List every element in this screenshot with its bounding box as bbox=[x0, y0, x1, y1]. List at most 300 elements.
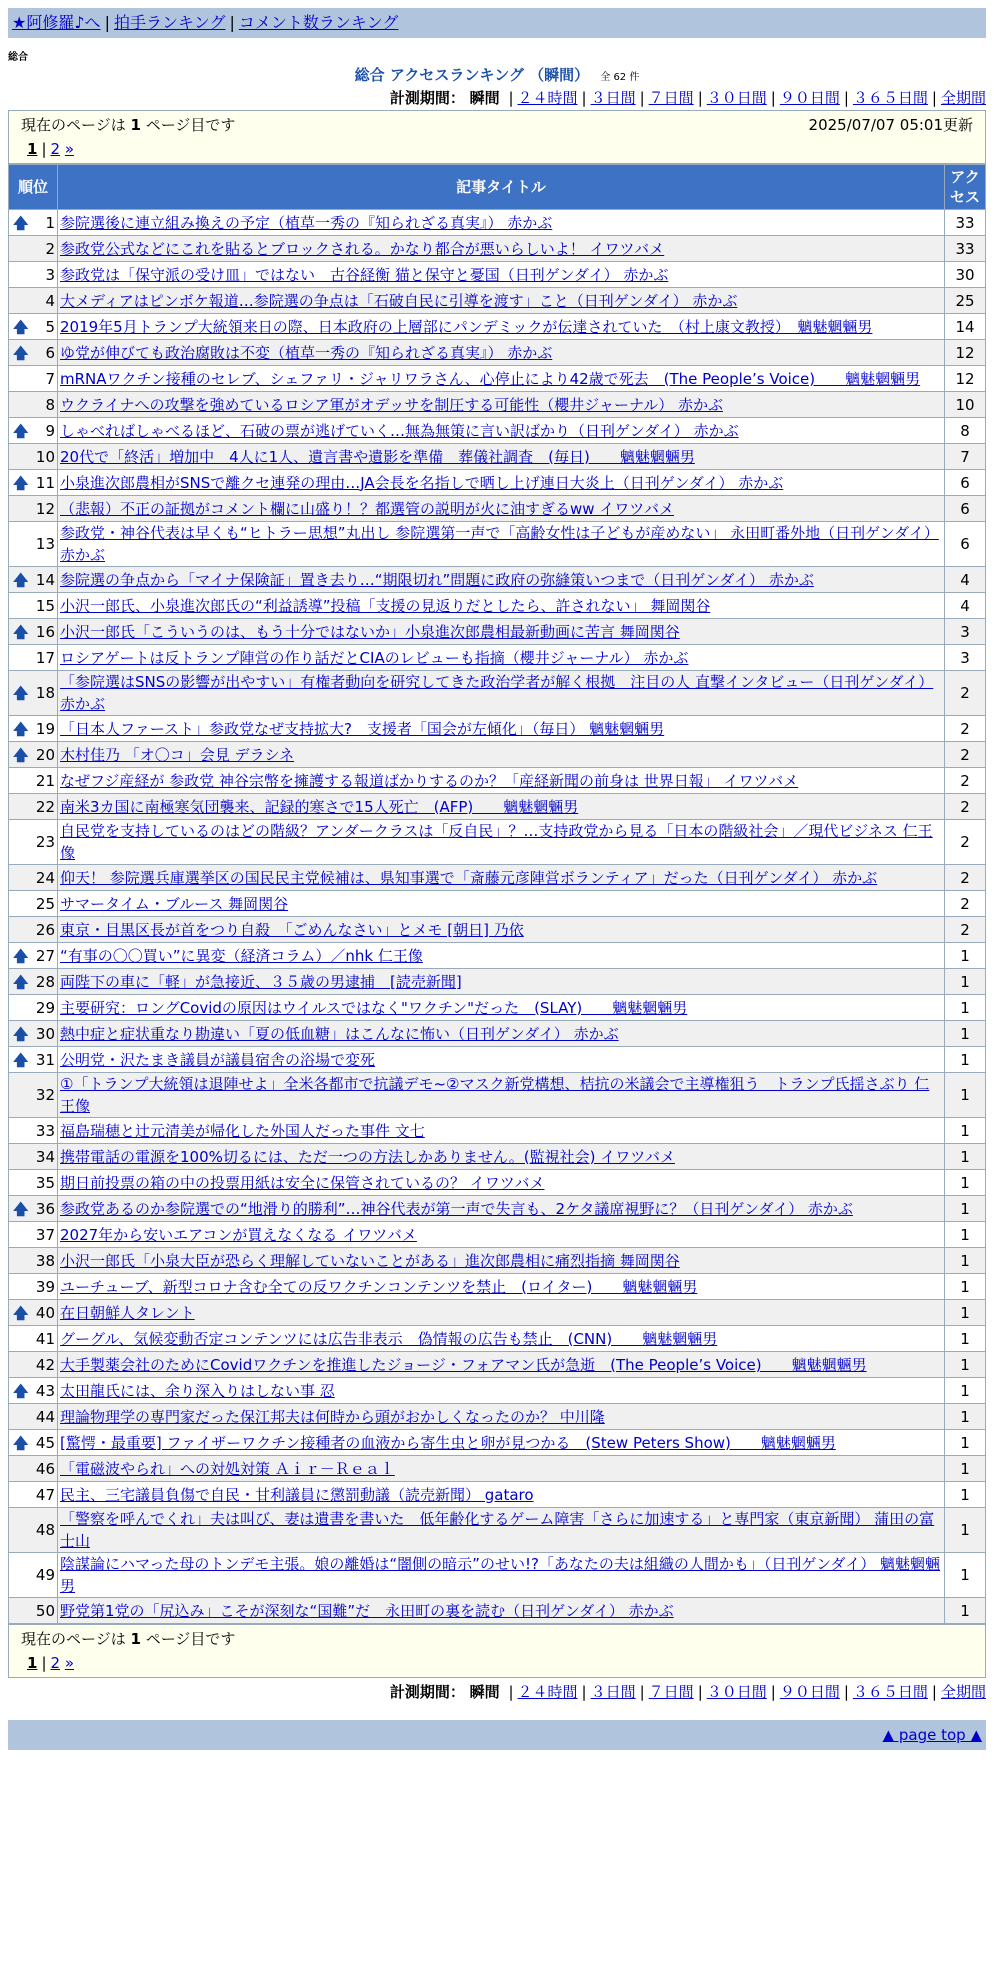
title-cell bbox=[58, 1118, 944, 1143]
rank-number: 30 bbox=[35, 1024, 55, 1043]
page-status: 現在のページは 1 ページ目です bbox=[21, 1630, 236, 1648]
rank-cell bbox=[9, 969, 57, 994]
rank-number: 27 bbox=[35, 946, 55, 965]
title-cell bbox=[58, 314, 944, 339]
article-link[interactable]: 在日朝鮮人タレント bbox=[60, 1303, 195, 1322]
article-link[interactable]: 民主、三宅議員負傷で自民・甘利議員に懲罰動議（読売新聞） gataro bbox=[60, 1485, 534, 1504]
rank-number: 28 bbox=[35, 972, 55, 991]
title-cell bbox=[58, 1404, 944, 1429]
article-link[interactable]: 仰天！ 参院選兵庫選挙区の国民民主党候補は、県知事選で「斎藤元彦陣営ボランティア」だった（日刊ゲンダイ） 赤かぶ bbox=[60, 868, 878, 887]
article-link[interactable]: ロシアゲートは反トランプ陣営の作り話だとCIAのレビューも指摘（櫻井ジャーナル） 赤かぶ bbox=[60, 648, 689, 667]
rank-cell bbox=[9, 943, 57, 968]
page-links bbox=[21, 137, 973, 161]
rank-cell bbox=[9, 1248, 57, 1273]
title-cell bbox=[58, 1553, 944, 1597]
rank-cell bbox=[9, 236, 57, 261]
next-page-link[interactable]: » bbox=[64, 140, 75, 158]
rank-number: 48 bbox=[35, 1521, 55, 1539]
title-cell bbox=[58, 496, 944, 521]
article-link[interactable]: 南米3カ国に南極寒気団襲来、記録的寒さで15人死亡 (AFP) 魑魅魍魎男 bbox=[60, 797, 579, 816]
access-count: 1 bbox=[945, 995, 985, 1020]
rank-number: 42 bbox=[35, 1355, 55, 1374]
rank-cell bbox=[9, 794, 57, 819]
period-option-3[interactable]: ３０日間 bbox=[706, 1683, 767, 1701]
period-option-1[interactable]: ３日間 bbox=[590, 1683, 636, 1701]
title-cell bbox=[58, 619, 944, 644]
title-cell bbox=[58, 865, 944, 890]
article-link[interactable]: 福島瑞穂と辻元清美が帰化した外国人だった事件 文七 bbox=[60, 1121, 425, 1140]
table-row bbox=[9, 891, 985, 916]
title-cell bbox=[58, 1222, 944, 1247]
category-tag: 総合 bbox=[8, 52, 28, 63]
rank-number: 17 bbox=[35, 648, 55, 667]
period-label: 計測期間： bbox=[389, 1683, 465, 1701]
rank-number: 23 bbox=[35, 833, 55, 851]
table-row bbox=[9, 1482, 985, 1507]
access-count: 2 bbox=[945, 917, 985, 942]
title-cell bbox=[58, 1248, 944, 1273]
table-row bbox=[9, 1300, 985, 1325]
title-cell bbox=[58, 418, 944, 443]
article-link[interactable]: mRNAワクチン接種のセレブ、シェファリ・ジャリワラさん、心停止により42歳で死去 (The People’s Voice) 魑魅魍魎男 bbox=[60, 369, 921, 388]
top-nav-bar bbox=[8, 8, 986, 38]
article-link[interactable]: 小沢一郎氏「小泉大臣が恐らく理解していないことがある」進次郎農相に痛烈指摘 舞岡関谷 bbox=[60, 1251, 680, 1270]
rank-number: 6 bbox=[45, 343, 55, 362]
rank-cell bbox=[9, 444, 57, 469]
title-cell bbox=[58, 716, 944, 741]
total-count: 全 62 件 bbox=[600, 72, 640, 83]
period-separator: | bbox=[843, 89, 849, 107]
rank-number: 40 bbox=[35, 1303, 55, 1322]
table-row bbox=[9, 1222, 985, 1247]
access-count: 1 bbox=[945, 1170, 985, 1195]
article-link[interactable]: 参政党あるのか参院選での“地滑り的勝利”…神谷代表が第一声で失言も、2ケタ議席視野に？（日刊ゲンダイ） 赤かぶ bbox=[60, 1199, 853, 1218]
rank-cell bbox=[9, 366, 57, 391]
article-link[interactable]: ウクライナへの攻撃を強めているロシア軍がオデッサを制圧する可能性（櫻井ジャーナル） 赤かぶ bbox=[60, 395, 723, 414]
article-link[interactable]: [驚愕・最重要] ファイザーワクチン接種者の血液から寄生虫と卵が見つかる (Stew Peters Show) 魑魅魍魎男 bbox=[60, 1433, 836, 1452]
page-link-1[interactable]: 1 bbox=[27, 1654, 38, 1672]
access-count: 1 bbox=[945, 1378, 985, 1403]
article-link[interactable]: なぜフジ産経が 参政党 神谷宗幣を擁護する報道ばかりするのか？「産経新聞の前身は 世界日報」 イワツバメ bbox=[60, 771, 799, 790]
table-row bbox=[9, 1326, 985, 1351]
period-current: 瞬間 bbox=[469, 89, 500, 107]
title-cell bbox=[58, 1144, 944, 1169]
title-cell bbox=[58, 366, 944, 391]
table-row bbox=[9, 1456, 985, 1481]
up-arrow-icon: 🡅 bbox=[13, 684, 29, 702]
article-link[interactable]: 「電磁波やられ」への対処対策 Ａｉｒ－Ｒｅａｌ bbox=[60, 1459, 395, 1478]
article-link[interactable]: 参政党・神谷代表は早くも“ヒトラー思想”丸出し 参院選第一声で「高齢女性は子どもが産めない」 永田町番外地（日刊ゲンダイ） 赤かぶ bbox=[60, 524, 939, 564]
access-count: 6 bbox=[945, 496, 985, 521]
title-cell bbox=[58, 1378, 944, 1403]
period-option-0[interactable]: ２４時間 bbox=[517, 89, 578, 107]
header-rank: 順位 bbox=[9, 165, 57, 209]
access-count: 4 bbox=[945, 593, 985, 618]
period-option-1[interactable]: ３日間 bbox=[590, 89, 636, 107]
table-row bbox=[9, 1047, 985, 1072]
article-link[interactable]: 熱中症と症状重なり勘違い「夏の低血糖」はこんなに怖い（日刊ゲンダイ） 赤かぶ bbox=[60, 1024, 619, 1043]
article-link[interactable]: 「日本人ファースト」参政党なぜ支持拡大? 支援者「国会が左傾化」（毎日） 魑魅魍魎男 bbox=[60, 719, 665, 738]
article-link[interactable]: 主要研究：ロングCovidの原因はウイルスではなく"ワクチン"だった (SLAY) 魑魅魍魎男 bbox=[60, 998, 688, 1017]
rank-cell bbox=[9, 1144, 57, 1169]
article-link[interactable]: ゆ党が伸びても政治腐敗は不変（植草一秀の『知られざる真実』） 赤かぶ bbox=[60, 343, 553, 362]
rank-cell bbox=[9, 1170, 57, 1195]
table-row bbox=[9, 1430, 985, 1455]
rank-number: 50 bbox=[35, 1601, 55, 1620]
article-link[interactable]: グーグル、気候変動否定コンテンツには広告非表示 偽情報の広告も禁止 (CNN) 魑魅魍魎男 bbox=[60, 1329, 718, 1348]
access-count: 3 bbox=[945, 619, 985, 644]
rank-number: 38 bbox=[35, 1251, 55, 1270]
access-count: 2 bbox=[945, 768, 985, 793]
page-top-link[interactable]: ▲ page top ▲ bbox=[882, 1726, 982, 1744]
page-link-1[interactable]: 1 bbox=[27, 140, 38, 158]
up-arrow-icon: 🡅 bbox=[13, 421, 29, 440]
header-title: 記事タイトル bbox=[58, 165, 944, 209]
access-count: 1 bbox=[945, 1047, 985, 1072]
page-separator: | bbox=[41, 1654, 47, 1672]
title-cell bbox=[58, 392, 944, 417]
article-link[interactable]: 両陛下の車に「軽」が急接近、３５歳の男逮捕 [読売新聞] bbox=[60, 972, 462, 991]
article-link[interactable]: 参政党公式などにこれを貼るとブロックされる。かなり都合が悪いらしいよ！ イワツバメ bbox=[60, 239, 665, 258]
period-option-2[interactable]: ７日間 bbox=[648, 89, 694, 107]
page-separator: | bbox=[41, 140, 47, 158]
title-cell bbox=[58, 917, 944, 942]
rank-cell bbox=[9, 671, 57, 715]
rank-number: 26 bbox=[35, 920, 55, 939]
article-link[interactable]: しゃべればしゃべるほど、石破の票が逃げていく…無為無策に言い訳ばかり（日刊ゲンダイ） 赤かぶ bbox=[60, 421, 739, 440]
article-link[interactable]: サマータイム・ブルース 舞岡関谷 bbox=[60, 894, 289, 913]
access-count: 1 bbox=[945, 1021, 985, 1046]
rank-number: 11 bbox=[35, 473, 55, 492]
period-option-2[interactable]: ７日間 bbox=[648, 1683, 694, 1701]
article-link[interactable]: 東京・目黒区長が首をつり自殺 「ごめんなさい」とメモ [朝日] 乃依 bbox=[60, 920, 524, 939]
title-cell bbox=[58, 288, 944, 313]
access-count: 1 bbox=[945, 1300, 985, 1325]
rank-cell bbox=[9, 1404, 57, 1429]
access-count: 2 bbox=[945, 820, 985, 864]
table-row bbox=[9, 1118, 985, 1143]
access-count: 1 bbox=[945, 1482, 985, 1507]
access-count: 1 bbox=[945, 1222, 985, 1247]
access-count: 6 bbox=[945, 470, 985, 495]
table-row bbox=[9, 1598, 985, 1623]
access-count: 14 bbox=[945, 314, 985, 339]
rank-number: 41 bbox=[35, 1329, 55, 1348]
up-arrow-icon: 🡅 bbox=[13, 1024, 29, 1043]
rank-cell bbox=[9, 1378, 57, 1403]
article-link[interactable]: 理論物理学の専門家だった保江邦夫は何時から頭がおかしくなったのか？ 中川隆 bbox=[60, 1407, 605, 1426]
access-count: 33 bbox=[945, 210, 985, 235]
access-count: 7 bbox=[945, 444, 985, 469]
clap-ranking-link[interactable]: 拍手ランキング bbox=[113, 13, 226, 32]
period-current: 瞬間 bbox=[469, 1683, 500, 1701]
rank-cell bbox=[9, 1326, 57, 1351]
up-arrow-icon: 🡅 bbox=[13, 1050, 29, 1069]
access-count: 1 bbox=[945, 1196, 985, 1221]
article-link[interactable]: 参院選後に連立組み換えの予定（植草一秀の『知られざる真実』） 赤かぶ bbox=[60, 213, 553, 232]
title-cell bbox=[58, 1274, 944, 1299]
title-cell bbox=[58, 820, 944, 864]
rank-number: 36 bbox=[35, 1199, 55, 1218]
article-link[interactable]: 大手製薬会社のためにCovidワクチンを推進したジョージ・フォアマン氏が急逝 (The People’s Voice) 魑魅魍魎男 bbox=[60, 1355, 867, 1374]
access-count: 4 bbox=[945, 567, 985, 592]
title-cell bbox=[58, 1456, 944, 1481]
rank-number: 34 bbox=[35, 1147, 55, 1166]
rank-cell bbox=[9, 645, 57, 670]
article-link[interactable]: 小沢一郎氏「こういうのは、もう十分ではないか」小泉進次郎農相最新動画に苦言 舞岡関谷 bbox=[60, 622, 680, 641]
page-link-2[interactable]: 2 bbox=[50, 1654, 61, 1672]
ranking-heading bbox=[8, 64, 986, 86]
rank-number: 31 bbox=[35, 1050, 55, 1069]
period-label: 計測期間： bbox=[389, 89, 465, 107]
access-count: 1 bbox=[945, 943, 985, 968]
access-count: 1 bbox=[945, 969, 985, 994]
period-option-4[interactable]: ９０日間 bbox=[779, 89, 840, 107]
page-title: 総合 アクセスランキング （瞬間） bbox=[354, 66, 590, 84]
up-arrow-icon: 🡅 bbox=[13, 719, 29, 738]
title-cell bbox=[58, 1598, 944, 1623]
rank-number: 15 bbox=[35, 596, 55, 615]
period-option-5[interactable]: ３６５日間 bbox=[852, 89, 928, 107]
article-link[interactable]: 野党第1党の「尻込み」こそが深刻な“国難”だ 永田町の裏を読む（日刊ゲンダイ） 赤かぶ bbox=[60, 1601, 674, 1620]
article-link[interactable]: 参政党は「保守派の受け皿」ではない 古谷経衡 猫と保守と憂国（日刊ゲンダイ） 赤かぶ bbox=[60, 265, 669, 284]
rank-cell bbox=[9, 340, 57, 365]
access-count: 1 bbox=[945, 1248, 985, 1273]
table-row bbox=[9, 496, 985, 521]
period-separator: | bbox=[770, 1683, 776, 1701]
access-count: 2 bbox=[945, 742, 985, 767]
rank-number: 16 bbox=[35, 622, 55, 641]
rank-cell bbox=[9, 314, 57, 339]
rank-cell bbox=[9, 768, 57, 793]
rank-cell bbox=[9, 392, 57, 417]
nav-separator: | bbox=[229, 13, 235, 32]
rank-number: 9 bbox=[45, 421, 55, 440]
rank-number: 37 bbox=[35, 1225, 55, 1244]
rank-cell bbox=[9, 1021, 57, 1046]
period-separator: | bbox=[697, 89, 703, 107]
title-cell bbox=[58, 1047, 944, 1072]
access-count: 1 bbox=[945, 1352, 985, 1377]
up-arrow-icon: 🡅 bbox=[13, 570, 29, 589]
table-row bbox=[9, 1170, 985, 1195]
rank-cell bbox=[9, 1508, 57, 1552]
title-cell bbox=[58, 1073, 944, 1117]
title-cell bbox=[58, 1326, 944, 1351]
article-link[interactable]: 大メディアはピンボケ報道…参院選の争点は「石破自民に引導を渡す」こと（日刊ゲンダイ） 赤かぶ bbox=[60, 291, 738, 310]
access-count: 1 bbox=[945, 1404, 985, 1429]
title-cell bbox=[58, 340, 944, 365]
table-row bbox=[9, 1553, 985, 1597]
comment-ranking-link[interactable]: コメント数ランキング bbox=[238, 13, 399, 32]
period-option-4[interactable]: ９０日間 bbox=[779, 1683, 840, 1701]
period-separator: | bbox=[770, 89, 776, 107]
rank-number: 47 bbox=[35, 1485, 55, 1504]
access-count: 1 bbox=[945, 1274, 985, 1299]
article-link[interactable]: 木村佳乃 「オ〇コ」会見 デラシネ bbox=[60, 745, 295, 764]
access-count: 33 bbox=[945, 236, 985, 261]
rank-number: 4 bbox=[45, 291, 55, 310]
title-cell bbox=[58, 1300, 944, 1325]
article-link[interactable]: 小沢一郎氏、小泉進次郎氏の“利益誘導”投稿「支援の見返りだとしたら、許されない」 舞岡関谷 bbox=[60, 596, 711, 615]
pager-box bbox=[8, 110, 986, 164]
rank-number: 14 bbox=[35, 570, 55, 589]
access-count: 1 bbox=[945, 1118, 985, 1143]
rank-number: 18 bbox=[35, 684, 55, 702]
title-cell bbox=[58, 1170, 944, 1195]
rank-number: 33 bbox=[35, 1121, 55, 1140]
period-selector bbox=[8, 86, 986, 110]
article-link[interactable]: 小泉進次郎農相がSNSで離クセ連発の理由…JA会長を名指しで晒し上げ連日大炎上（日刊ゲンダイ） 赤かぶ bbox=[60, 473, 784, 492]
table-row bbox=[9, 1404, 985, 1429]
article-link[interactable]: 自民党を支持しているのはどの階級？アンダークラスは「反自民」？…支持政党から見る「日本の階級社会」／現代ビジネス 仁王像 bbox=[60, 822, 933, 862]
article-link[interactable]: 太田龍氏には、余り深入りはしない事 忍 bbox=[60, 1381, 335, 1400]
header-access: アクセス bbox=[945, 165, 985, 209]
rank-number: 2 bbox=[45, 239, 55, 258]
table-row bbox=[9, 917, 985, 942]
table-row bbox=[9, 619, 985, 644]
up-arrow-icon: 🡅 bbox=[13, 213, 29, 232]
up-arrow-icon: 🡅 bbox=[13, 343, 29, 362]
article-link[interactable]: 「警察を呼んでくれ」夫は叫び、妻は遺書を書いた 低年齢化するゲーム障害「さらに加速する」と専門家（東京新聞） 蒲田の富士山 bbox=[60, 1510, 935, 1550]
article-link[interactable]: （悲報）不正の証拠がコメント欄に山盛り！？都選管の説明が火に油すぎるww イワツバメ bbox=[60, 499, 675, 518]
title-cell bbox=[58, 891, 944, 916]
up-arrow-icon: 🡅 bbox=[13, 972, 29, 991]
up-arrow-icon: 🡅 bbox=[13, 1303, 29, 1322]
table-row bbox=[9, 645, 985, 670]
rank-cell bbox=[9, 1598, 57, 1623]
title-cell bbox=[58, 742, 944, 767]
period-option-0[interactable]: ２４時間 bbox=[517, 1683, 578, 1701]
title-cell bbox=[58, 1352, 944, 1377]
article-link[interactable]: 公明党・沢たまき議員が議員宿舎の浴場で変死 bbox=[60, 1050, 376, 1069]
rank-cell bbox=[9, 865, 57, 890]
access-count: 12 bbox=[945, 340, 985, 365]
period-option-3[interactable]: ３０日間 bbox=[706, 89, 767, 107]
table-row bbox=[9, 1274, 985, 1299]
period-separator: | bbox=[931, 1683, 937, 1701]
access-count: 8 bbox=[945, 418, 985, 443]
table-row bbox=[9, 418, 985, 443]
period-separator: | bbox=[581, 1683, 587, 1701]
rank-cell bbox=[9, 1196, 57, 1221]
page-status: 現在のページは 1 ページ目です bbox=[21, 116, 236, 134]
ranking-table bbox=[8, 164, 986, 1624]
rank-number: 43 bbox=[35, 1381, 55, 1400]
article-link[interactable]: ユーチューブ、新型コロナ含む全ての反ワクチンコンテンツを禁止 (ロイター) 魑魅魍魎男 bbox=[60, 1277, 698, 1296]
title-cell bbox=[58, 1021, 944, 1046]
article-link[interactable]: 2019年5月トランプ大統領来日の際、日本政府の上層部にパンデミックが伝達されていた （村上康文教授） 魑魅魍魎男 bbox=[60, 317, 873, 336]
title-cell bbox=[58, 522, 944, 566]
table-row bbox=[9, 567, 985, 592]
table-row bbox=[9, 995, 985, 1020]
article-link[interactable]: 2027年から安いエアコンが買えなくなる イワツバメ bbox=[60, 1225, 417, 1244]
page-links bbox=[21, 1651, 973, 1675]
table-row bbox=[9, 1021, 985, 1046]
article-link[interactable]: 陰謀論にハマった母のトンデモ主張。娘の離婚は“闇側の暗示”のせい!?「あなたの夫は組織の人間かも」（日刊ゲンダイ） 魑魅魍魎男 bbox=[60, 1555, 940, 1595]
rank-cell bbox=[9, 288, 57, 313]
article-link[interactable]: 携帯電話の電源を100%切るには、ただ一つの方法しかありません。(監視社会) イワツバメ bbox=[60, 1147, 675, 1166]
title-cell bbox=[58, 262, 944, 287]
access-count: 1 bbox=[945, 1144, 985, 1169]
table-row bbox=[9, 1073, 985, 1117]
period-separator: | bbox=[508, 1683, 514, 1701]
period-option-5[interactable]: ３６５日間 bbox=[852, 1683, 928, 1701]
rank-cell bbox=[9, 1430, 57, 1455]
rank-cell bbox=[9, 742, 57, 767]
up-arrow-icon: 🡅 bbox=[13, 1199, 29, 1218]
article-link[interactable]: 20代で「終活」増加中 4人に1人、遺言書や遺影を準備 葬儀社調査 (毎日) 魑魅魍魎男 bbox=[60, 447, 695, 466]
period-option-6[interactable]: 全期間 bbox=[940, 1683, 986, 1701]
title-cell bbox=[58, 210, 944, 235]
up-arrow-icon: 🡅 bbox=[13, 1433, 29, 1452]
table-row bbox=[9, 340, 985, 365]
rank-cell bbox=[9, 995, 57, 1020]
up-arrow-icon: 🡅 bbox=[13, 473, 29, 492]
title-cell bbox=[58, 969, 944, 994]
rank-cell bbox=[9, 470, 57, 495]
table-row bbox=[9, 1508, 985, 1552]
period-separator: | bbox=[581, 89, 587, 107]
table-row bbox=[9, 314, 985, 339]
access-count: 1 bbox=[945, 1508, 985, 1552]
table-row bbox=[9, 593, 985, 618]
rank-number: 39 bbox=[35, 1277, 55, 1296]
table-row bbox=[9, 865, 985, 890]
table-row bbox=[9, 210, 985, 235]
table-row bbox=[9, 444, 985, 469]
rank-cell bbox=[9, 716, 57, 741]
title-cell bbox=[58, 470, 944, 495]
rank-number: 12 bbox=[35, 499, 55, 518]
article-link[interactable]: 「参院選はSNSの影響が出やすい」有権者動向を研究してきた政治学者が解く根拠 注目の人 直撃インタビュー（日刊ゲンダイ） 赤かぶ bbox=[60, 673, 934, 713]
period-separator: | bbox=[843, 1683, 849, 1701]
title-cell bbox=[58, 444, 944, 469]
rank-cell bbox=[9, 567, 57, 592]
rank-cell bbox=[9, 1456, 57, 1481]
title-cell bbox=[58, 768, 944, 793]
rank-number: 20 bbox=[35, 745, 55, 764]
access-count: 1 bbox=[945, 1598, 985, 1623]
rank-cell bbox=[9, 1073, 57, 1117]
title-cell bbox=[58, 236, 944, 261]
rank-cell bbox=[9, 1047, 57, 1072]
next-page-link[interactable]: » bbox=[64, 1654, 75, 1672]
article-link[interactable]: 期日前投票の箱の中の投票用紙は安全に保管されているの？ イワツバメ bbox=[60, 1173, 545, 1192]
title-cell bbox=[58, 1508, 944, 1552]
rank-number: 49 bbox=[35, 1566, 55, 1584]
article-link[interactable]: “有事の〇〇買い”に異変（経済コラム）／nhk 仁王像 bbox=[60, 946, 423, 965]
rank-cell bbox=[9, 262, 57, 287]
rank-number: 22 bbox=[35, 797, 55, 816]
rank-cell bbox=[9, 522, 57, 566]
article-link[interactable]: 参院選の争点から「マイナ保険証」置き去り…“期限切れ”問題に政府の弥縫策いつまで（日刊ゲンダイ） 赤かぶ bbox=[60, 570, 814, 589]
period-option-6[interactable]: 全期間 bbox=[940, 89, 986, 107]
home-link[interactable]: ★阿修羅♪へ bbox=[12, 13, 101, 32]
table-row bbox=[9, 820, 985, 864]
access-count: 2 bbox=[945, 671, 985, 715]
page-link-2[interactable]: 2 bbox=[50, 140, 61, 158]
title-cell bbox=[58, 1196, 944, 1221]
rank-cell bbox=[9, 820, 57, 864]
access-count: 1 bbox=[945, 1553, 985, 1597]
access-count: 2 bbox=[945, 865, 985, 890]
access-count: 12 bbox=[945, 366, 985, 391]
table-row bbox=[9, 366, 985, 391]
article-link[interactable]: ①「トランプ大統領は退陣せよ」全米各都市で抗議デモ~②マスク新党構想、桔抗の米議会で主導権狙う トランプ氏揺さぶり 仁王像 bbox=[60, 1075, 930, 1115]
access-count: 1 bbox=[945, 1326, 985, 1351]
table-row bbox=[9, 1144, 985, 1169]
